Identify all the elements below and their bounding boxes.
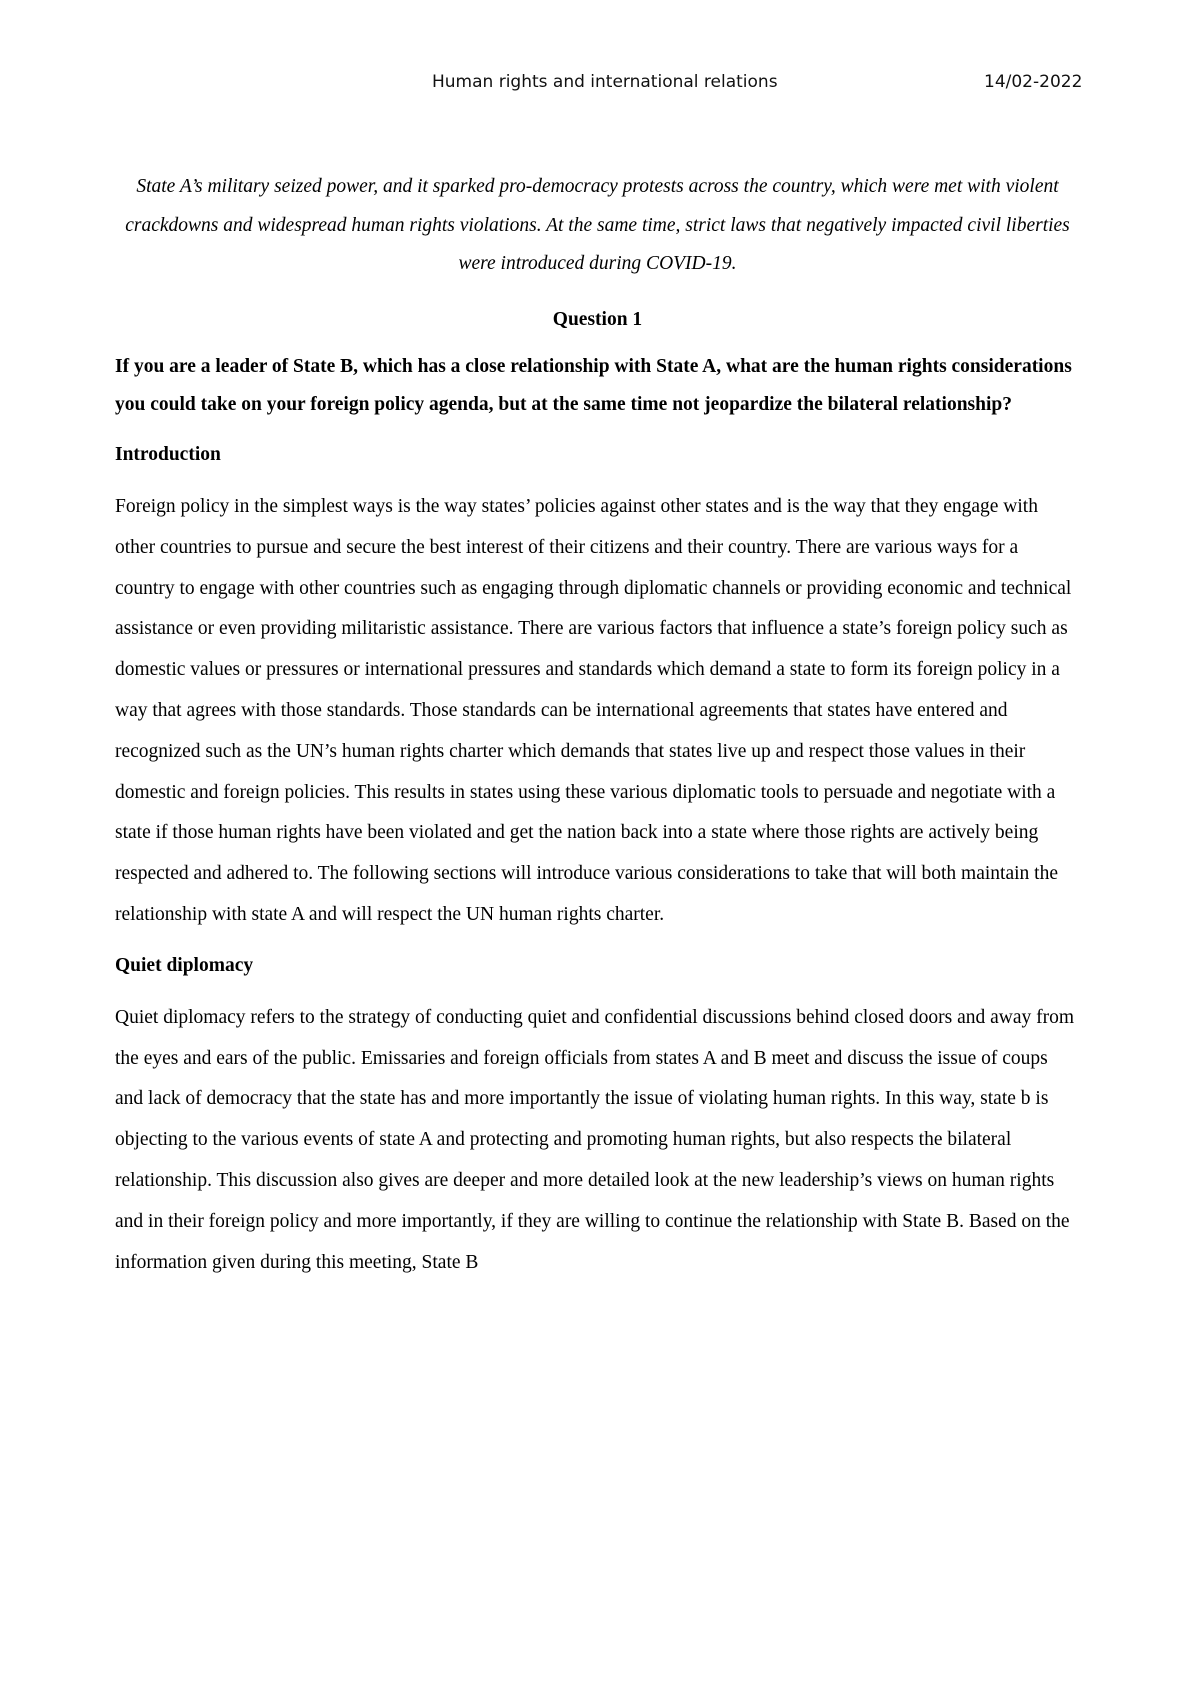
header-date: 14/02-2022 <box>984 72 1083 92</box>
header-title: Human rights and international relations <box>432 72 778 92</box>
page-header <box>0 72 1200 96</box>
quiet-diplomacy-heading: Quiet diplomacy <box>115 954 254 976</box>
scenario-text: State A’s military seized power, and it sparked pro-democracy protests across the country, which were met with violent crackdowns and widespread human rights violations. At the same time, strict laws that negatively impacted civil liberties were introduced during COVID-19. <box>125 176 1070 274</box>
question-text: If you are a leader of State B, which has a close relationship with State A, what are the human rights considerations you could take on your foreign policy agenda, but at the same time not jeopardize the bilateral relationship? <box>115 355 1072 416</box>
question-title: Question 1 <box>552 308 643 330</box>
introduction-paragraph: Foreign policy in the simplest ways is the way states’ policies against other states and is the way that they engage with other countries to pursue and secure the best interest of their citizens and their country. There are various ways for a country to engage with other countries such as engaging through diplomatic channels or providing economic and technical assistance or even providing militaristic assistance. There are various factors that influence a state’s foreign policy such as domestic values or pressures or international pressures and standards which demand a state to form its foreign policy in a way that agrees with those standards. Those standards can be international agreements that states have entered and recognized such as the UN’s human rights charter which demands that states live up and respect those values in their domestic and foreign policies. This results in states using these various diplomatic tools to persuade and negotiate with a state if those human rights have been violated and get the nation back into a state where those rights are actively being respected and adhered to. The following sections will introduce various considerations to take that will both maintain the relationship with state A and will respect the UN human rights charter. <box>115 496 1072 926</box>
document-body <box>115 168 1080 1283</box>
introduction-heading: Introduction <box>115 444 221 466</box>
quiet-diplomacy-paragraph: Quiet diplomacy refers to the strategy of conducting quiet and confidential discussions behind closed doors and away from the eyes and ears of the public. Emissaries and foreign officials from states A and B meet and discuss the issue of coups and lack of democracy that the state has and more importantly the issue of violating human rights. In this way, state b is objecting to the various events of state A and protecting and promoting human rights, but also respects the bilateral relationship. This discussion also gives are deeper and more detailed look at the new leadership’s views on human rights and in their foreign policy and more importantly, if they are willing to continue the relationship with State B. Based on the information given during this meeting, State B <box>115 1006 1075 1273</box>
